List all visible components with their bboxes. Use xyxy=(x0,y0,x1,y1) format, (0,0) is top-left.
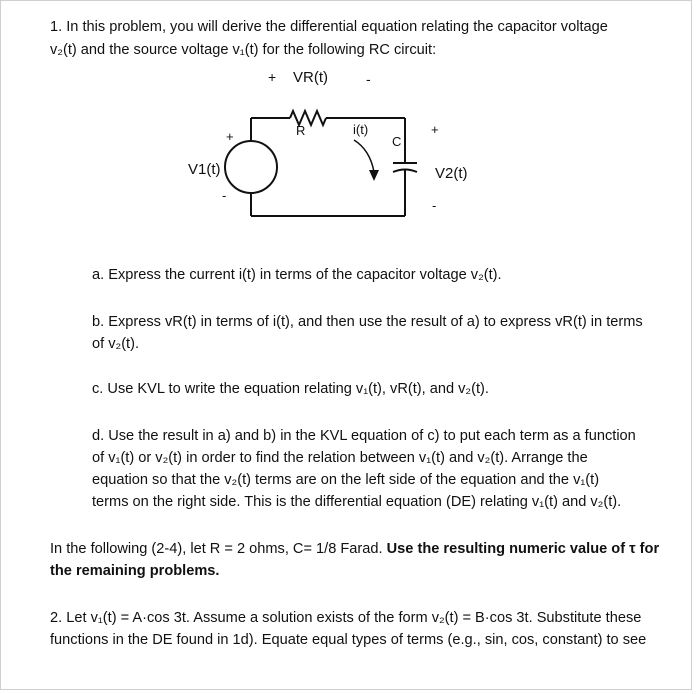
problem2-line2: functions in the DE found in 1d). Equate equal types of terms (e.g., sin, cos, constant) to see xyxy=(50,632,647,648)
capacitor-minus: - xyxy=(432,198,437,213)
problem1-intro-line1: 1. In this problem, you will derive the differential equation relating the capacitor voltage xyxy=(50,19,608,35)
given-line1 xyxy=(50,538,659,560)
vr-label: VR(t) xyxy=(293,69,328,86)
given-bold-text-2: the remaining problems. xyxy=(50,563,220,579)
resistor-label: R xyxy=(296,123,306,138)
part-d-line3: equation so that the v₂(t) terms are on the left side of the equation and the v₁(t) xyxy=(92,472,600,488)
given-line2 xyxy=(50,560,219,582)
capacitor-plus: + xyxy=(431,122,439,137)
source-symbol xyxy=(225,141,277,193)
part-b-line1: b. Express vR(t) in terms of i(t), and then use the result of a) to express vR(t) in terms xyxy=(92,314,643,330)
rc-circuit-diagram xyxy=(0,0,700,260)
source-label: V1(t) xyxy=(188,161,221,178)
part-c: c. Use KVL to write the equation relating v₁(t), vR(t), and v₂(t). xyxy=(92,381,489,397)
source-minus: - xyxy=(222,188,227,203)
part-d-line1: d. Use the result in a) and b) in the KVL equation of c) to put each term as a function xyxy=(92,428,636,444)
part-b-line2: of v₂(t). xyxy=(92,336,140,352)
part-d-line2: of v₁(t) or v₂(t) in order to find the relation between v₁(t) and v₂(t). Arrange the xyxy=(92,450,588,466)
current-label: i(t) xyxy=(353,122,369,137)
vr-plus: + xyxy=(268,69,277,85)
current-arrow-head xyxy=(369,170,379,181)
capacitor-label: C xyxy=(392,134,402,149)
part-a: a. Express the current i(t) in terms of the capacitor voltage v₂(t). xyxy=(92,267,502,283)
given-bold-text: Use the resulting numeric value of τ for xyxy=(386,541,660,557)
part-d-line4: terms on the right side. This is the differential equation (DE) relating v₁(t) and v₂(t). xyxy=(92,494,622,510)
problem2-line1: 2. Let v₁(t) = A·cos 3t. Assume a solution exists of the form v₂(t) = B·cos 3t. Substitute these xyxy=(50,610,642,626)
vr-minus: - xyxy=(366,71,371,87)
source-plus: + xyxy=(226,129,234,144)
problem1-intro-line2: v₂(t) and the source voltage v₁(t) for the following RC circuit: xyxy=(50,42,437,58)
given-normal-text: In the following (2-4), let R = 2 ohms, C= 1/8 Farad. xyxy=(50,541,387,557)
capacitor-voltage-label: V2(t) xyxy=(435,165,468,182)
current-arrow-line xyxy=(354,140,374,172)
